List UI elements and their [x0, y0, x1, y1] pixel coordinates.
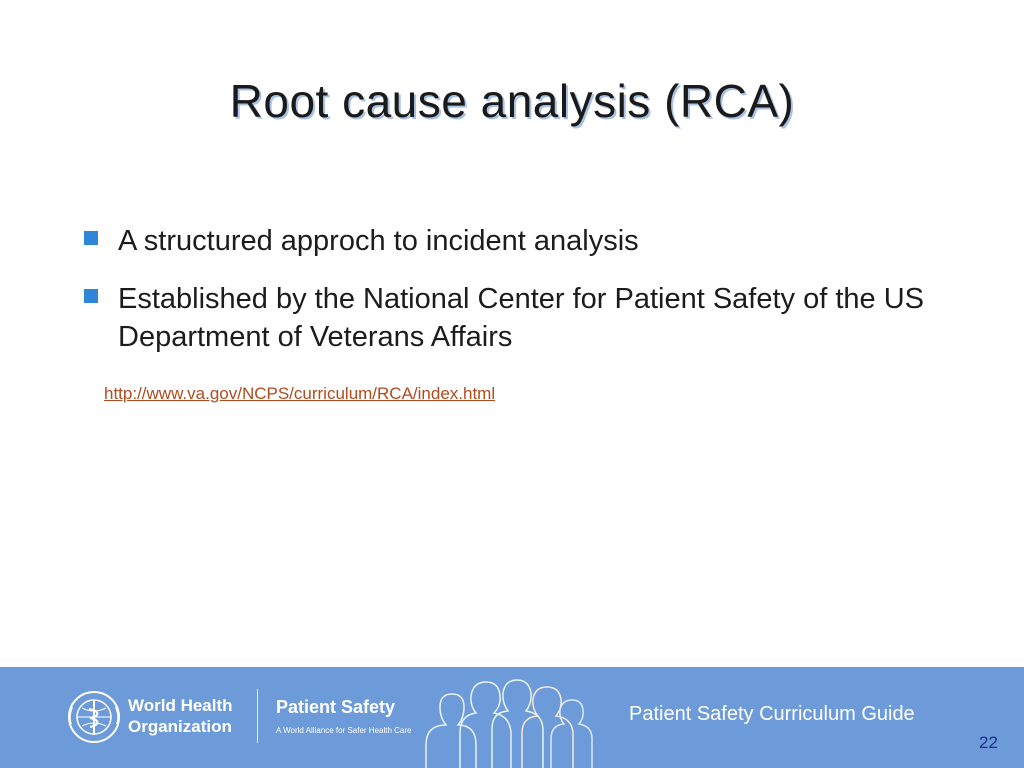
- bullet-item: [80, 222, 980, 260]
- page-number: 22: [979, 733, 998, 752]
- footer-divider: [257, 689, 258, 743]
- who-name-line-1: World Health: [128, 696, 233, 715]
- curriculum-guide-label: Patient Safety Curriculum Guide: [629, 703, 915, 725]
- bullet-text: A structured approch to incident analysis: [118, 225, 639, 257]
- who-emblem-icon: [66, 689, 122, 745]
- patient-safety-title: Patient Safety: [276, 697, 396, 717]
- people-silhouettes-icon: [418, 667, 594, 768]
- patient-safety-subtitle: A World Alliance for Safer Health Care: [276, 726, 412, 735]
- footer-bar: [0, 667, 1024, 768]
- square-bullet-icon: [84, 231, 98, 245]
- bullet-item: [80, 280, 980, 356]
- who-name-line-2: Organization: [128, 717, 232, 736]
- square-bullet-icon: [84, 289, 98, 303]
- source-link[interactable]: http://www.va.gov/NCPS/curriculum/RCA/index.html: [104, 384, 496, 403]
- slide-title: Root cause analysis (RCA): [229, 75, 795, 127]
- who-org-name: [128, 695, 248, 737]
- bullet-list: [80, 222, 980, 376]
- bullet-text: Established by the National Center for Patient Safety of the US Department of Veterans Affairs: [118, 283, 925, 353]
